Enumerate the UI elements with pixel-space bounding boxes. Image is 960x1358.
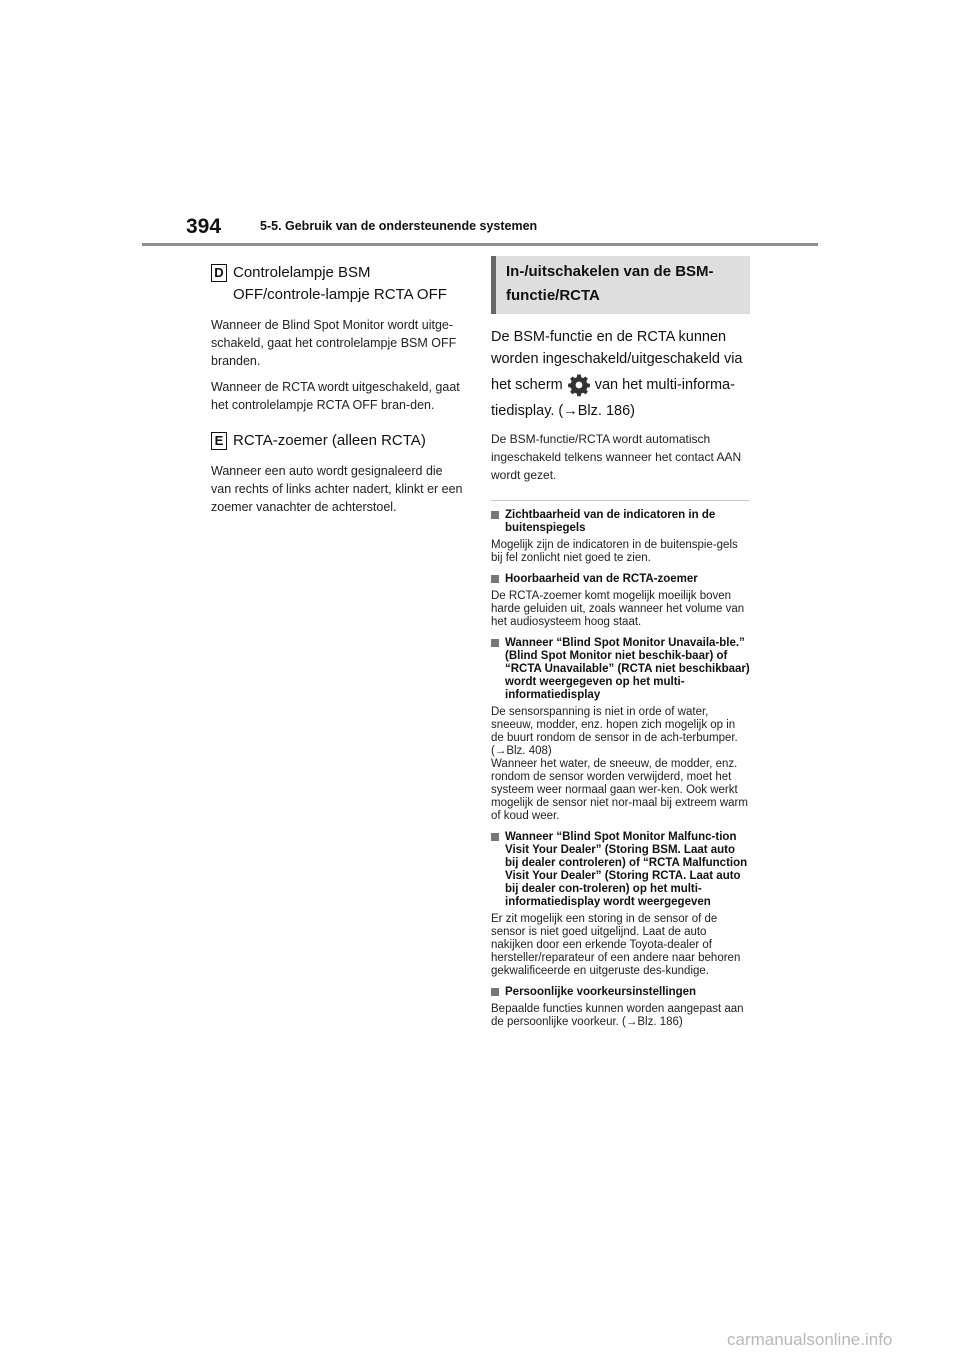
info-item [491,831,750,978]
item-title: Wanneer “Blind Spot Monitor Malfunc-tion Visit Your Dealer” (Storing BSM. Laat auto bij dealer controleren) of “RCTA Malfunction Visit Your Dealer” (Storing RCTA. Laat auto bij dealer con-troleren) op het multi-informatiedisplay wordt weergegeven [505,831,748,908]
section-title: 5-5. Gebruik van de ondersteunende systemen [260,219,538,233]
item-title: Wanneer “Blind Spot Monitor Unavaila-ble.” (Blind Spot Monitor niet beschik-baar) of “RCTA Unavailable” (RCTA niet beschikbaar) wordt weergegeven op het multi-informatiedisplay [505,637,750,701]
item-body: De RCTA-zoemer komt mogelijk moeilijk boven harde geluiden uit, zoals wanneer het volume van het audiosysteem hoog staat. [491,590,745,628]
square-bullet-icon [491,575,499,583]
square-bullet-icon [491,639,499,647]
intro-text: van het multi-informa- [594,377,735,393]
paragraph: Wanneer de RCTA wordt uitgeschakeld, gaat het controlelampje RCTA OFF bran-den. [211,380,460,412]
left-column [211,262,463,524]
paragraph: Wanneer een auto wordt gesignaleerd die van rechts of links achter nadert, klinkt er een zoemer vanachter de achterstoel. [211,464,463,514]
info-item [491,573,750,629]
info-item [491,986,750,1029]
callout-d [211,262,463,414]
right-column [491,256,750,1037]
paragraph: Wanneer de Blind Spot Monitor wordt uitge-schakeld, gaat het controlelampje BSM OFF branden. [211,318,457,368]
intro-line: tiedisplay. (→Blz. 186) [491,403,635,419]
header-divider [142,243,818,246]
item-title: Hoorbaarheid van de RCTA-zoemer [505,573,698,585]
item-body: De sensorspanning is niet in orde of water, sneeuw, modder, enz. hopen zich mogelijk op in de buurt rondom de sensor in de ach-terbumper. (→Blz. 408) [491,706,738,757]
divider [491,500,750,501]
section-heading: In-/uitschakelen van de BSM-functie/RCTA [491,256,750,314]
gear-icon [567,373,591,397]
watermark: carmanualsonline.info [727,1330,893,1349]
callout-e [211,430,463,516]
item-body: Er zit mogelijk een storing in de sensor of de sensor is niet goed uitgelijnd. Laat de auto nakijken door een erkende Toyota-dealer of hersteller/reparateur of een andere naar behoren gekwalificeerde en uitgeruste des-kundige. [491,913,741,977]
callout-title: Controlelampje BSM OFF/controle-lampje RCTA OFF [233,264,447,303]
info-item [491,509,750,565]
square-bullet-icon [491,988,499,996]
info-item [491,637,750,823]
item-body: Bepaalde functies kunnen worden aangepast aan de persoonlijke voorkeur. (→Blz. 186) [491,1003,744,1028]
item-body: Wanneer het water, de sneeuw, de modder, enz. rondom de sensor worden verwijderd, moet het systeem weer normaal gaan wer-ken. Ook werkt mogelijk de sensor niet nor-maal bij extreem warm of koud weer. [491,758,748,822]
item-body: Mogelijk zijn de indicatoren in de buitenspie-gels bij fel zonlicht niet goed te zien. [491,539,738,564]
callout-letter-d: D [211,264,227,282]
square-bullet-icon [491,833,499,841]
note: De BSM-functie/RCTA wordt automatisch ingeschakeld telkens wanneer het contact AAN wordt gezet. [491,432,742,482]
item-title: Zichtbaarheid van de indicatoren in de buitenspiegels [505,509,716,534]
intro-text: het scherm [491,377,563,393]
item-title: Persoonlijke voorkeursinstellingen [505,986,697,998]
intro-paragraph [491,326,750,422]
intro-line: De BSM-functie en de RCTA kunnen worden ingeschakeld/uitgeschakeld via [491,329,743,367]
square-bullet-icon [491,511,499,519]
page-number: 394 [186,215,222,238]
callout-letter-e: E [211,432,227,450]
callout-title: RCTA-zoemer (alleen RCTA) [233,432,426,449]
